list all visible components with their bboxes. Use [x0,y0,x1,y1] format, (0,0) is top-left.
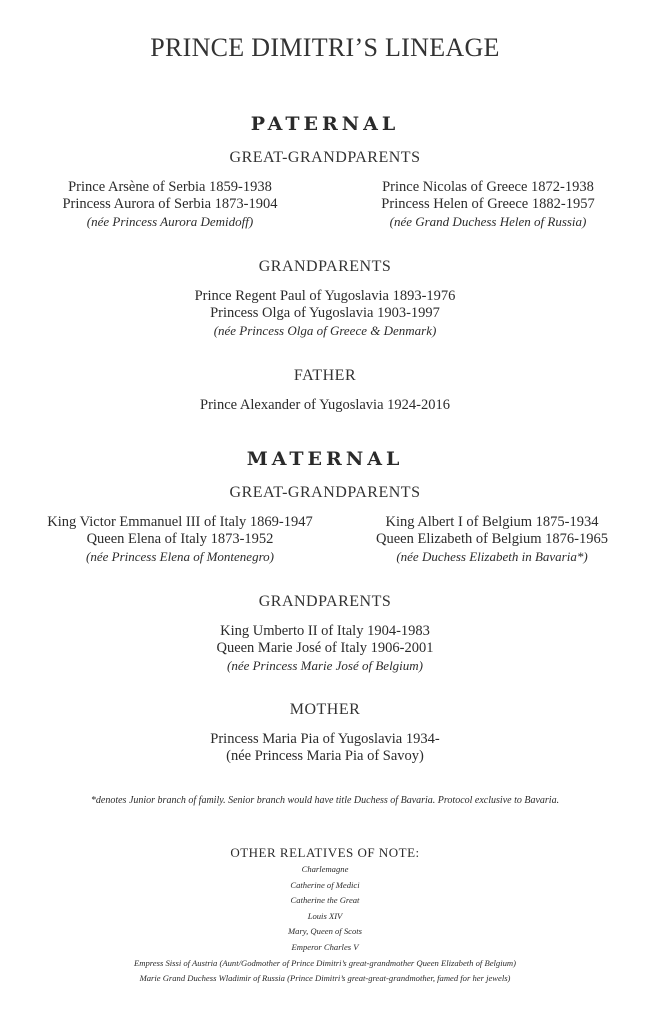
relative-item: Empress Sissi of Austria (Aunt/Godmother of Prince Dimitri’s great-grandmother Queen Elizabeth of Belgium) [134,957,516,968]
mother-heading: MOTHER [289,701,361,718]
relative-item: Mary, Queen of Scots [288,926,362,937]
father [0,397,650,414]
relative-item: Marie Grand Duchess Wladimir of Russia (Prince Dimitri’s great-great-grandmother, famed for her jewels) [139,973,511,984]
person-line: King Umberto II of Italy 1904-1983 [220,623,430,639]
nee-line: (née Princess Aurora Demidoff) [86,214,254,229]
person-line: Prince Arsène of Serbia 1859-1938 [68,179,272,195]
page-title: PRINCE DIMITRI’S LINEAGE [150,33,500,62]
person-line: King Albert I of Belgium 1875-1934 [385,514,599,530]
person-line: Prince Alexander of Yugoslavia 1924-2016 [200,397,450,413]
maternal-heading: MATERNAL [246,448,404,470]
person-line: Prince Regent Paul of Yugoslavia 1893-1976 [194,288,456,304]
maternal-great-grandparents-heading: GREAT-GRANDPARENTS [229,484,421,501]
paternal-grandparents [0,288,650,339]
father-heading: FATHER [293,367,357,384]
maternal-great-grandparents-left [20,514,340,565]
paternal-great-grandparents-right [338,179,638,230]
relative-item: Emperor Charles V [291,941,359,952]
nee-line: (née Duchess Elizabeth in Bavaria*) [396,549,588,564]
person-line: Prince Nicolas of Greece 1872-1938 [382,179,594,195]
mother [0,731,650,765]
paternal-great-grandparents-heading: GREAT-GRANDPARENTS [229,149,421,166]
relative-item: Catherine the Great [290,895,360,906]
maternal-great-grandparents-right [342,514,642,565]
footnote: *denotes Junior branch of family. Senior branch would have title Duchess of Bavaria. Protocol exclusive to Bavaria. [90,795,560,806]
person-line: Queen Marie José of Italy 1906-2001 [216,640,434,656]
nee-line: (née Princess Elena of Montenegro) [86,549,274,564]
nee-line: (née Princess Olga of Greece & Denmark) [213,323,437,338]
person-line: Princess Aurora of Serbia 1873-1904 [62,196,278,212]
person-line: Princess Olga of Yugoslavia 1903-1997 [210,305,440,321]
person-line: Princess Maria Pia of Yugoslavia 1934- [210,731,440,747]
paternal-great-grandparents-left [20,179,320,230]
other-relatives-list [0,862,650,987]
person-line: Princess Helen of Greece 1882-1957 [381,196,595,212]
nee-line: (née Grand Duchess Helen of Russia) [389,214,587,229]
person-line: Queen Elena of Italy 1873-1952 [86,531,274,547]
relative-item: Catherine of Medici [290,879,360,890]
person-line: King Victor Emmanuel III of Italy 1869-1947 [47,514,313,530]
person-line: (née Princess Maria Pia of Savoy) [226,748,424,764]
relative-item: Charlemagne [301,864,349,874]
paternal-heading: PATERNAL [250,113,400,135]
relative-item: Louis XIV [307,910,343,921]
other-relatives-heading: OTHER RELATIVES OF NOTE: [230,845,420,860]
maternal-grandparents-heading: GRANDPARENTS [258,593,392,610]
nee-line: (née Princess Marie José of Belgium) [226,658,424,673]
maternal-grandparents [0,623,650,674]
paternal-grandparents-heading: GRANDPARENTS [258,258,392,275]
person-line: Queen Elizabeth of Belgium 1876-1965 [376,531,608,547]
